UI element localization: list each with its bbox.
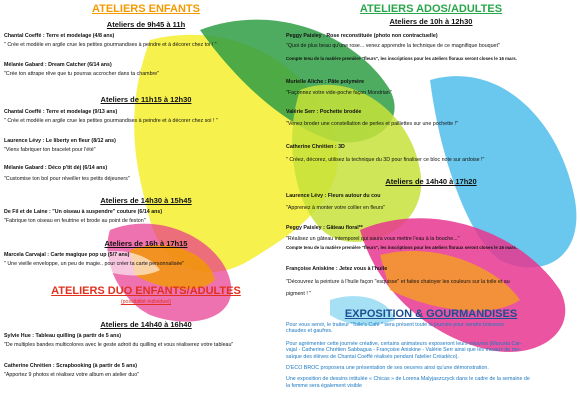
workshop-name: Françoise Aniskine : Jetez vous à l'huile bbox=[286, 266, 388, 272]
workshop-name: Catherine Chrétien : Scrapbooking (à partir de 5 ans) bbox=[4, 363, 138, 369]
workshop-name: Peggy Paisley : Gâteau floral** bbox=[286, 225, 363, 231]
workshop-name: Laurence Lévy : Fleurs autour du cou bbox=[286, 193, 381, 199]
workshop-desc: "De multiples bandes multicolores avec le geste adroit du quilling et vous réaliserez votre tableau" bbox=[4, 342, 234, 348]
workshop-name: Chantal Coeffé : Terre et modelage (9/13 ans) bbox=[4, 109, 118, 115]
duo-subtitle: (possibilité individuel) bbox=[120, 299, 172, 305]
session-heading: Ateliers de 10h à 12h30 bbox=[389, 17, 473, 26]
workshop-desc: "Apprenez à monter votre collier en fleurs" bbox=[286, 205, 386, 211]
workshop-name: De Fil et de Laine : "Un oiseau à suspendre" couture (6/14 ans) bbox=[4, 209, 163, 215]
workshop-name: Chantal Coeffé : Terre et modelage (4/8 ans) bbox=[4, 33, 115, 39]
workshop-name: Mélanie Gabard : Déco p'tit déj (6/14 ans) bbox=[4, 165, 108, 171]
workshop-desc: " Une vieille enveloppe, un peu de magie.. pour créer ta carte personnalisée" bbox=[4, 261, 185, 267]
exhibition-line: vajal - Catherine Chrétien Sabbagua - Françoise Aniskine - Valérie Serr ainsi que les travaux de mo- bbox=[286, 347, 521, 354]
workshop-desc: "Quoi de plus beau qu'une rose... venez apprendre la technique de ce magnifique bouquet" bbox=[286, 43, 500, 49]
workshop-desc: " Crée et modèle en argile crue les petites gourmandises à peindre et à décorer chez soi ! " bbox=[4, 118, 218, 124]
workshop-name: Peggy Paisley : Rose reconstituée (photo non contractuelle) bbox=[286, 33, 438, 39]
session-heading: Ateliers de 9h45 à 11h bbox=[106, 20, 186, 29]
session-heading: Ateliers de 14h40 à 17h20 bbox=[385, 177, 477, 186]
workshop-name: Valérie Serr : Pochette brodée bbox=[286, 109, 362, 115]
workshop-desc: "Façonnez votre vide-poche façon Mondrian" bbox=[286, 90, 392, 96]
duo-workshops-title: ATELIERS DUO ENFANTS/ADULTES bbox=[51, 285, 241, 297]
session-heading: Ateliers de 16h à 17h15 bbox=[104, 239, 188, 248]
workshop-name: Murielle Aliche : Pâte polymère bbox=[286, 79, 365, 85]
session-heading: Ateliers de 11h15 à 12h30 bbox=[100, 95, 192, 104]
exhibition-text bbox=[286, 322, 576, 389]
kids-workshops-title: ATELIERS ENFANTS bbox=[92, 3, 200, 15]
workshop-note: Compte tenu de la matière première "fleurs", les inscriptions pour les ateliers floraux seront closes le 16 mars. bbox=[286, 245, 517, 250]
workshop-desc: "Venez broder une constellation de perles et paillettes sur une pochette !" bbox=[286, 121, 458, 127]
workshop-desc: " Crée et modèle en argile crue les petites gourmandises à peindre et à décorer chez toi ! " bbox=[4, 42, 217, 48]
workshop-name: Sylvie Hue : Tableau quilling (à partir de 5 ans) bbox=[4, 333, 122, 339]
workshop-desc: "Apportez 9 photos et réalisez votre album en atelier duo" bbox=[4, 372, 140, 378]
workshop-name: Laurence Lévy : Le liberty en fleur (8/12 ans) bbox=[4, 138, 116, 144]
exhibition-line: D'ECO BROC proposera une présentation de ses oeuvres ainsi qu'une démonstration. bbox=[286, 365, 489, 372]
workshop-desc: "Viens fabriquer ton bracelet pour l'été" bbox=[4, 147, 96, 153]
workshop-desc: "Réalisez un gâteau intemporel qui saura vous mettre l'eau à la bouche..." bbox=[286, 236, 460, 242]
workshop-desc: "Customise ton bol pour réveiller tes petits déjeuners" bbox=[4, 176, 130, 182]
workshop-desc: " Créez, décorez, utilisez la technique du 3D pour finaliser ce bloc note sur ardoise !" bbox=[286, 157, 485, 163]
workshop-desc-continued: pigment ! " bbox=[286, 291, 312, 297]
adult-workshops-title: ATELIERS ADOS/ADULTES bbox=[359, 3, 503, 15]
workshop-name: Catherine Chrétien : 3D bbox=[286, 144, 345, 150]
session-heading: Ateliers de 14h40 à 16h40 bbox=[100, 320, 192, 329]
workshop-desc: "Crée ton attrape rêve que tu pourras accrocher dans ta chambre" bbox=[4, 71, 160, 77]
workshop-name: Mélanie Gabard : Dream Catcher (6/14 ans) bbox=[4, 62, 112, 68]
exhibition-line: saïque des élèves de Chantal Coeffé réalisés pendant l'atelier Créadéco). bbox=[286, 353, 459, 360]
workshop-note: Compte tenu de la matière première "fleurs", les inscriptions pour les ateliers floraux seront closes le 16 mars. bbox=[286, 56, 517, 61]
exhibition-line: chaudes et gaufres. bbox=[286, 328, 333, 335]
exhibition-line: Pour agrémenter cette journée créative, certains animateurs exposeront leurs oeuvres (Marcela Car- bbox=[286, 340, 522, 347]
exhibition-title: EXPOSITION & GOURMANDISES bbox=[344, 308, 518, 320]
exhibition-line: la femme sera également visible bbox=[286, 382, 362, 389]
session-heading: Ateliers de 14h30 à 15h45 bbox=[100, 196, 192, 205]
exhibition-line: Pour vous servir, le traiteur "Toile's Café " sera présent toute la journée pour vendre boissons bbox=[286, 322, 504, 328]
exhibition-line: Une exposition de dessins intitulée « Chicas » de Lorena Malyjaszczyck dans le cadre de la semaine de bbox=[286, 376, 530, 383]
workshop-name: Marcela Carvajal : Carte magique pop up (5/7 ans) bbox=[4, 252, 130, 258]
workshop-desc: "Fabrique ton oiseau en feutrine et brode au point de feston" bbox=[4, 218, 146, 224]
workshop-desc: "Découvrez la peinture à l'huile façon "esquisse" et faites chatoyer les couleurs sur la toile et au bbox=[286, 279, 510, 285]
